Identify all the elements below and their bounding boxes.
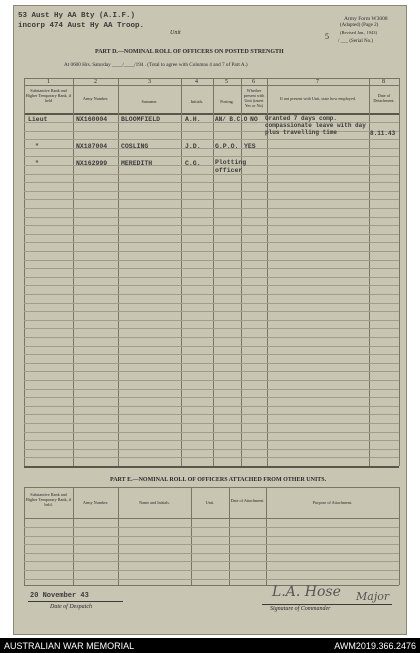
- ruled-line: [24, 553, 399, 554]
- ruled-line: [24, 303, 399, 304]
- col-number-5: 5: [225, 79, 228, 85]
- col-number-2: 2: [94, 79, 97, 85]
- ruled-line: [24, 440, 399, 441]
- row3-surname: MEREDITH: [121, 160, 153, 167]
- ruled-line: [24, 234, 399, 235]
- form-adapted: (Adapted) (Page 2): [340, 23, 379, 28]
- ruled-line: [24, 285, 399, 286]
- row1-posting: AN/ B.C.O: [215, 116, 248, 123]
- ruled-line: [24, 294, 399, 295]
- row1-date: 8.11.43: [370, 130, 396, 137]
- ruled-line: [24, 527, 399, 528]
- ruled-line: [24, 346, 399, 347]
- col-number-4: 4: [195, 79, 198, 85]
- ruled-line: [24, 457, 399, 458]
- ruled-line: [24, 536, 399, 537]
- col-header-present: Whether present with Unit (insert Yes or No): [243, 88, 265, 108]
- row2-present: YES: [244, 143, 256, 150]
- ruled-line: [24, 337, 399, 338]
- col-number-6: 6: [252, 79, 255, 85]
- row1-employed: Granted 7 days comp. compassionate leave with day plus travelling time: [265, 115, 366, 136]
- col-header-date-detachment: Date of Detachment.: [373, 93, 395, 103]
- ruled-line: [24, 380, 399, 381]
- part-e-header-purpose: Purpose of Attachment.: [312, 500, 353, 505]
- despatch-date: 20 November 43: [30, 592, 89, 600]
- row3-rank: ": [35, 160, 39, 167]
- signature-label: Signature of Commander: [270, 606, 331, 612]
- despatch-date-label: Date of Despatch: [50, 604, 92, 610]
- col-header-army-number: Army Number.: [82, 96, 109, 101]
- part-e-header-rank: Substantive Rank and Higher Temporary Rank, if held.: [25, 492, 72, 507]
- col-header-posting: Posting.: [220, 99, 234, 104]
- col-header-employed: If not present with Unit, state how employed.: [280, 96, 356, 101]
- part-e-header-name: Name and Initials.: [139, 500, 170, 505]
- row3-initials: C.G.: [185, 160, 201, 167]
- ruled-line: [24, 156, 399, 157]
- typed-unit-line2: incorp 474 Aust Hy AA Troop.: [18, 22, 145, 30]
- part-d-title: PART D.—NOMINAL ROLL OF OFFICERS ON POSTED STRENGTH: [95, 49, 284, 55]
- ruled-line: [24, 242, 399, 243]
- row3-posting: Plotting officer: [215, 159, 247, 174]
- ruled-line: [24, 251, 399, 252]
- ruled-line: [24, 328, 399, 329]
- part-d-subtitle: At 0600 Hrs. Saturday ____/____/194 . (Total to agree with Columns 4 and 7 of Part A.): [64, 62, 248, 68]
- form-revised: (Revised Jan., 1943): [340, 30, 377, 35]
- col-header-surname: Surname.: [141, 99, 158, 104]
- ruled-line: [24, 268, 399, 269]
- ruled-line: [24, 354, 399, 355]
- ruled-line: [24, 225, 399, 226]
- row2-initials: J.D.: [185, 143, 201, 150]
- typed-unit-line1: 53 Aust Hy AA Bty (A.I.F.): [18, 12, 136, 20]
- row1-present: NO: [250, 116, 258, 123]
- col-header-rank: Substantive Rank and Higher Temporary Rank, if held: [25, 88, 72, 103]
- row1-rank: Lieut: [28, 116, 48, 123]
- row2-posting: G.P.O.: [215, 143, 239, 150]
- row1-surname: BLOOMFIELD: [121, 116, 161, 123]
- ruled-line: [24, 311, 399, 312]
- part-e-header-unit: Unit.: [205, 500, 215, 505]
- form-number: Army Form W3008: [344, 16, 388, 22]
- row3-army-number: NX162999: [76, 160, 108, 167]
- archive-reference: AWM2019.366.2476: [334, 641, 416, 651]
- col-number-1: 1: [47, 79, 50, 85]
- ruled-line: [24, 389, 399, 390]
- ruled-line: [24, 570, 399, 571]
- page-number: 5: [325, 32, 329, 41]
- row1-army-number: NX160004: [76, 116, 108, 123]
- ruled-line: [24, 449, 399, 450]
- col-number-7: 7: [316, 79, 319, 85]
- row2-surname: COSLING: [121, 143, 149, 150]
- ruled-line: [24, 406, 399, 407]
- archive-name: AUSTRALIAN WAR MEMORIAL: [4, 641, 135, 651]
- row2-rank: ": [35, 143, 39, 150]
- ruled-line: [24, 320, 399, 321]
- ruled-line: [24, 371, 399, 372]
- ruled-line: [24, 432, 399, 433]
- ruled-line: [24, 397, 399, 398]
- part-e-header-date: Date of Attachment.: [230, 498, 265, 503]
- col-number-3: 3: [148, 79, 151, 85]
- unit-label: Unit: [170, 30, 181, 36]
- ruled-line: [24, 561, 399, 562]
- col-number-8: 8: [382, 79, 385, 85]
- commander-signature: L.A. Hose: [272, 584, 341, 600]
- ruled-line: [24, 139, 399, 140]
- ruled-line: [24, 199, 399, 200]
- ruled-line: [24, 363, 399, 364]
- ruled-line: [24, 182, 399, 183]
- col-header-initials: Initials.: [190, 99, 204, 104]
- commander-rank: Major: [356, 590, 390, 603]
- ruled-line: [24, 260, 399, 261]
- ruled-line: [24, 191, 399, 192]
- ruled-line: [24, 277, 399, 278]
- part-e-title: PART E.—NOMINAL ROLL OF OFFICERS ATTACHED FROM OTHER UNITS.: [110, 477, 327, 483]
- ruled-line: [24, 544, 399, 545]
- archive-footer-bar: [0, 638, 420, 653]
- ruled-line: [24, 423, 399, 424]
- ruled-line: [24, 217, 399, 218]
- ruled-line: [24, 579, 399, 580]
- ruled-line: [24, 174, 399, 175]
- row2-army-number: NX187004: [76, 143, 108, 150]
- ruled-line: [24, 414, 399, 415]
- row1-initials: A.H.: [185, 116, 201, 123]
- part-e-header-army-number: Army Number.: [82, 500, 109, 505]
- ruled-line: [24, 208, 399, 209]
- serial-number-label: / ___ (Serial No.): [338, 39, 373, 44]
